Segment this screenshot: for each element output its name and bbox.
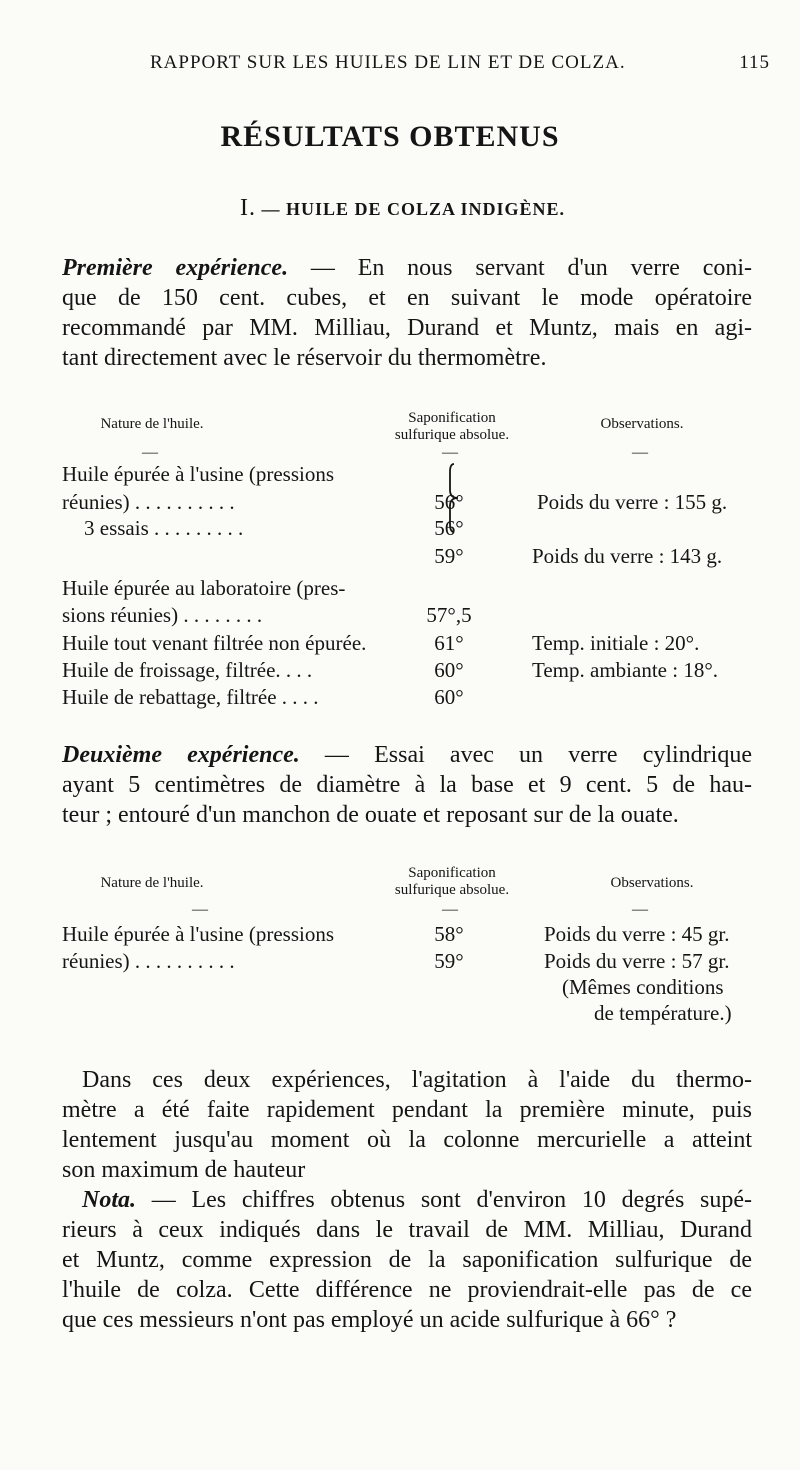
experiment-2-line-1: — Essai avec un verre cylindrique [299, 742, 752, 768]
table-2-dash-saponification: — [442, 901, 458, 918]
table-cell-observation: de température.) [594, 1001, 732, 1025]
table-cell-observation: Poids du verre : 45 gr. [544, 922, 730, 946]
table-row [62, 685, 762, 715]
experiment-1-line-1: — En nous servant d'un verre coni- [288, 255, 753, 281]
table-cell-value: 59° [434, 949, 464, 973]
experiment-1-line-4: tant directement avec le réservoir du thermomètre. [62, 345, 547, 371]
sub-heading-dash: — [261, 199, 281, 219]
experiment-1-line-2: que de 150 cent. cubes, et en suivant le mode opératoire [62, 285, 752, 311]
section-title: RÉSULTATS OBTENUS [220, 120, 560, 153]
table-cell-nature: Huile de rebattage, filtrée . . . . [62, 685, 319, 709]
table-cell-nature: réunies) . . . . . . . . . . [62, 949, 235, 973]
table-2-dash-nature: — [192, 901, 208, 918]
table-row [62, 1001, 762, 1031]
table-cell-nature: 3 essais . . . . . . . . . [84, 516, 244, 540]
table-row [62, 544, 762, 574]
experiment-1-line-3: recommandé par MM. Milliau, Durand et Muntz, mais en agi- [62, 315, 752, 341]
table-cell-observation: Poids du verre : 143 g. [532, 544, 723, 568]
table-cell-nature: Huile épurée à l'usine (pressions [62, 922, 335, 946]
nota-line-1: — Les chiffres obtenus sont d'environ 10 degrés supé- [136, 1187, 752, 1213]
table-1-dash-saponification: — [442, 444, 458, 461]
table-1-header-saponification [362, 410, 542, 444]
experiment-1-label: Première expérience. [62, 255, 289, 281]
conclusion-line-3: lentement jusqu'au moment où la colonne mercurielle a atteint [62, 1127, 752, 1153]
table-2-header-observations: Observations. [610, 875, 694, 891]
table-row [62, 631, 762, 661]
page-number: 115 [739, 52, 770, 73]
table-1-dash-observations: — [632, 444, 648, 461]
curly-brace-icon [448, 462, 464, 534]
table-row [62, 576, 762, 606]
nota-line-2: rieurs à ceux indiqués dans le travail de MM. Milliau, Durand [62, 1217, 752, 1243]
table-row [62, 516, 762, 546]
table-cell-nature: sions réunies) . . . . . . . . [62, 603, 263, 627]
conclusion-line-4: son maximum de hauteur [62, 1157, 306, 1183]
experiment-2-label: Deuxième expérience. [62, 742, 300, 768]
conclusion-line-1: Dans ces deux expériences, l'agitation à l'aide du thermo- [82, 1067, 752, 1093]
sub-heading-number: I. [240, 195, 256, 221]
table-cell-value: 56° [434, 516, 464, 540]
table-1-dash-nature: — [142, 444, 158, 461]
sub-heading [240, 195, 565, 222]
table-cell-observation: Temp. initiale : 20°. [532, 631, 700, 655]
nota-line-5: que ces messieurs n'ont pas employé un acide sulfurique à 66° ? [62, 1307, 677, 1333]
table-row [62, 658, 762, 688]
table-2-dash-observations: — [632, 901, 648, 918]
experiment-2-line-2: ayant 5 centimètres de diamètre à la base et 9 cent. 5 de hau- [62, 772, 752, 798]
running-header [150, 52, 770, 74]
paragraph-line [62, 1185, 752, 1215]
table-cell-value: 58° [434, 922, 464, 946]
paragraph-line [62, 740, 752, 770]
table-cell-value: 59° [434, 544, 464, 568]
table-cell-nature: Huile épurée à l'usine (pressions [62, 462, 335, 486]
table-row [62, 603, 762, 633]
table-row [62, 922, 762, 952]
nota-line-4: l'huile de colza. Cette différence ne proviendrait-elle pas de ce [62, 1277, 752, 1303]
nota-label: Nota. [82, 1187, 136, 1213]
table-1-header-saponification-line-1: Saponification [408, 410, 496, 426]
experiment-2-paragraph [62, 740, 752, 830]
table-cell-nature: Huile épurée au laboratoire (pres- [62, 576, 346, 600]
table-cell-nature: Huile de froissage, filtrée. . . . [62, 658, 313, 682]
table-cell-value: 56° [434, 490, 464, 514]
experiment-2-line-3: teur ; entouré d'un manchon de ouate et reposant sur de la ouate. [62, 802, 679, 828]
paragraph-line [62, 253, 752, 283]
table-1-header-observations: Observations. [600, 416, 684, 432]
table-2-header-saponification-line-1: Saponification [408, 865, 496, 881]
table-cell-nature: réunies) . . . . . . . . . . [62, 490, 235, 514]
table-cell-value: 61° [434, 631, 464, 655]
table-cell-nature: Huile tout venant filtrée non épurée. [62, 631, 367, 655]
conclusion-paragraph [62, 1065, 752, 1185]
table-cell-observation: Temp. ambiante : 18°. [532, 658, 718, 682]
table-1-header-nature: Nature de l'huile. [100, 416, 204, 432]
table-cell-value: 57°,5 [426, 603, 472, 627]
sub-heading-text: HUILE DE COLZA INDIGÈNE. [286, 199, 566, 219]
table-row [62, 462, 762, 492]
table-1-header-saponification-line-2: sulfurique absolue. [394, 427, 510, 443]
nota-line-3: et Muntz, comme expression de la saponification sulfurique de [62, 1247, 752, 1273]
conclusion-line-2: mètre a été faite rapidement pendant la première minute, puis [62, 1097, 752, 1123]
table-cell-value: 60° [434, 658, 464, 682]
table-cell-value: 60° [434, 685, 464, 709]
table-2-header-nature: Nature de l'huile. [100, 875, 204, 891]
table-cell-observation: Poids du verre : 57 gr. [544, 949, 730, 973]
header-title: RAPPORT SUR LES HUILES DE LIN ET DE COLZA. [150, 52, 626, 73]
table-2-header-saponification-line-2: sulfurique absolue. [394, 882, 510, 898]
table-cell-observation: Poids du verre : 155 g. [537, 490, 728, 514]
nota-paragraph [62, 1185, 752, 1335]
table-2-header-saponification [362, 865, 542, 899]
experiment-1-paragraph [62, 253, 752, 373]
table-cell-observation: (Mêmes conditions [562, 975, 724, 999]
